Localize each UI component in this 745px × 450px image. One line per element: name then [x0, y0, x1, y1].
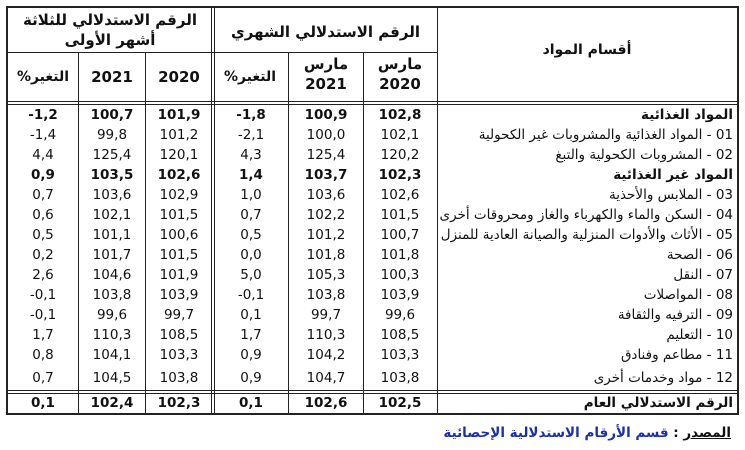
cell-q2020: 102,9 — [159, 187, 199, 203]
row-label: 08 - المواصلات — [643, 287, 733, 303]
cell-mch: 0,9 — [240, 370, 262, 386]
cell-m2020: 100,3 — [380, 267, 420, 283]
table-border-bottom — [6, 413, 739, 415]
total-m2020: 102,5 — [378, 395, 422, 411]
cell-m2021: 100,0 — [306, 127, 346, 143]
row-label: 12 - مواد وخدمات أخرى — [593, 370, 733, 386]
cell-m2020: 100,7 — [380, 227, 420, 243]
cell-qch: -0,1 — [29, 287, 57, 303]
cell-mch: 0,0 — [240, 247, 262, 263]
header-label-col: أقسام المواد — [542, 42, 632, 58]
row-label: 11 - مطاعم وفنادق — [620, 347, 733, 363]
header-q-2021: 2021 — [91, 68, 133, 86]
cell-mch: 1,7 — [240, 327, 262, 343]
cell-q2020: 100,6 — [159, 227, 199, 243]
cell-qch: 0,7 — [32, 187, 54, 203]
cell-q2020: 101,5 — [159, 247, 199, 263]
total-mch: 0,1 — [239, 395, 263, 411]
total-q2021: 102,4 — [90, 395, 134, 411]
cell-m2020: 101,5 — [380, 207, 420, 223]
cell-q2021: 125,4 — [92, 147, 132, 163]
cell-m2021: 104,2 — [306, 347, 346, 363]
header-q-change: التغير% — [16, 69, 70, 85]
cell-q2021: 104,5 — [92, 370, 132, 386]
cell-q2021: 110,3 — [92, 327, 132, 343]
total-qch: 0,1 — [31, 395, 55, 411]
row-label: 05 - الأثاث والأدوات المنزلية والصيانة العادية للمنزل — [440, 227, 733, 243]
header-monthly-2020: مارس 2020 — [377, 55, 423, 93]
cell-q2021: 103,8 — [92, 287, 132, 303]
cell-q2020: 99,7 — [163, 307, 195, 323]
row-label: 06 - الصحة — [666, 247, 733, 263]
cell-q2021: 103,6 — [92, 187, 132, 203]
col-divider — [145, 52, 146, 413]
cell-m2020: 103,8 — [380, 370, 420, 386]
row-label: المواد غير الغذائية — [613, 167, 733, 183]
cell-mch: 0,7 — [240, 207, 262, 223]
cell-m2020: 108,5 — [380, 327, 420, 343]
cell-m2021: 103,6 — [306, 187, 346, 203]
cell-m2020: 99,6 — [384, 307, 416, 323]
col-divider — [214, 6, 215, 415]
cell-m2020: 102,3 — [378, 167, 422, 183]
cell-q2021: 101,7 — [92, 247, 132, 263]
cell-q2021: 104,1 — [92, 347, 132, 363]
cell-q2020: 103,8 — [159, 370, 199, 386]
row-label: المواد الغذائية — [641, 107, 733, 123]
row-label: 09 - الترفيه والثقافة — [617, 307, 733, 323]
total-m2021: 102,6 — [304, 395, 348, 411]
cell-q2021: 104,6 — [92, 267, 132, 283]
row-label: 10 - التعليم — [666, 327, 733, 343]
cell-qch: 0,8 — [32, 347, 54, 363]
total-q2020: 102,3 — [157, 395, 201, 411]
cell-m2021: 110,3 — [306, 327, 346, 343]
cell-qch: -0,1 — [29, 307, 57, 323]
cell-qch: -1,2 — [28, 107, 58, 123]
header-group-divider — [6, 52, 437, 53]
col-divider — [211, 6, 212, 415]
row-label: 03 - الملابس والأحذية — [608, 187, 733, 203]
cell-qch: 2,6 — [32, 267, 54, 283]
header-monthly-change: التغير% — [223, 69, 277, 85]
header-group-monthly: الرقم الاستدلالي الشهري — [231, 23, 420, 41]
cell-q2020: 103,9 — [159, 287, 199, 303]
cell-mch: -0,1 — [237, 287, 265, 303]
row-label: 04 - السكن والماء والكهرباء والغاز ومحروقات أخرى — [439, 207, 733, 223]
header-monthly-2021: مارس 2021 — [303, 55, 349, 93]
cell-mch: 4,3 — [240, 147, 262, 163]
cell-m2021: 105,3 — [306, 267, 346, 283]
col-divider — [363, 52, 364, 413]
source-sep: : — [668, 425, 684, 441]
cell-m2021: 101,8 — [306, 247, 346, 263]
cell-q2020: 103,3 — [159, 347, 199, 363]
table-border-right — [737, 6, 739, 415]
cell-m2021: 100,9 — [304, 107, 348, 123]
cell-m2020: 103,3 — [380, 347, 420, 363]
cell-q2021: 101,1 — [92, 227, 132, 243]
cell-m2020: 101,8 — [380, 247, 420, 263]
cell-q2021: 99,6 — [96, 307, 128, 323]
cell-mch: -1,8 — [236, 107, 266, 123]
cell-m2020: 102,1 — [380, 127, 420, 143]
cell-m2021: 99,7 — [310, 307, 342, 323]
cell-q2021: 102,1 — [92, 207, 132, 223]
row-label: 07 - النقل — [673, 267, 733, 283]
cell-qch: -1,4 — [29, 127, 57, 143]
cell-qch: 1,7 — [32, 327, 54, 343]
source-note — [443, 425, 731, 441]
cell-q2021: 103,5 — [90, 167, 134, 183]
cell-m2021: 103,8 — [306, 287, 346, 303]
table-border-left — [6, 6, 8, 415]
total-top-line-2 — [6, 393, 739, 394]
cell-q2020: 102,6 — [157, 167, 201, 183]
cell-m2021: 125,4 — [306, 147, 346, 163]
total-top-line — [6, 390, 739, 391]
table-border-top — [6, 6, 739, 8]
cell-q2020: 101,9 — [159, 267, 199, 283]
cell-m2021: 104,7 — [306, 370, 346, 386]
row-label: 01 - المواد الغذائية والمشروبات غير الكحولية — [478, 127, 733, 143]
col-divider — [437, 6, 438, 415]
cell-m2020: 120,2 — [380, 147, 420, 163]
col-divider — [288, 52, 289, 413]
cpi-table — [6, 6, 739, 415]
cell-m2021: 101,2 — [306, 227, 346, 243]
cell-mch: 0,1 — [240, 307, 262, 323]
source-key: المصدر — [683, 425, 731, 441]
cell-m2021: 102,2 — [306, 207, 346, 223]
cell-m2021: 103,7 — [304, 167, 348, 183]
cell-mch: 5,0 — [240, 267, 262, 283]
cell-m2020: 102,6 — [380, 187, 420, 203]
cell-q2021: 99,8 — [96, 127, 128, 143]
cell-qch: 0,7 — [32, 370, 54, 386]
cell-qch: 0,2 — [32, 247, 54, 263]
cell-q2020: 101,9 — [157, 107, 201, 123]
total-label: الرقم الاستدلالي العام — [583, 395, 733, 411]
header-bottom-line-2 — [6, 104, 739, 105]
cell-q2020: 108,5 — [159, 327, 199, 343]
cell-q2021: 100,7 — [90, 107, 134, 123]
cell-mch: 0,9 — [240, 347, 262, 363]
row-label: 02 - المشروبات الكحولية والتبغ — [555, 147, 733, 163]
cell-q2020: 101,2 — [159, 127, 199, 143]
cell-m2020: 102,8 — [378, 107, 422, 123]
cell-mch: 1,4 — [239, 167, 263, 183]
cell-qch: 0,5 — [32, 227, 54, 243]
cell-qch: 0,9 — [31, 167, 55, 183]
cell-m2020: 103,9 — [380, 287, 420, 303]
header-group-quarterly: الرقم الاستدلالي للثلاثة أشهر الأولى — [23, 11, 197, 49]
cell-qch: 4,4 — [32, 147, 54, 163]
cell-mch: 0,5 — [240, 227, 262, 243]
cell-mch: 1,0 — [240, 187, 262, 203]
cell-q2020: 120,1 — [159, 147, 199, 163]
header-q-2020: 2020 — [158, 68, 200, 86]
cell-qch: 0,6 — [32, 207, 54, 223]
cell-q2020: 101,5 — [159, 207, 199, 223]
header-bottom-line — [6, 101, 739, 102]
source-value: قسم الأرقام الاستدلالية الإحصائية — [443, 425, 669, 441]
col-divider — [78, 52, 79, 413]
cell-mch: -2,1 — [237, 127, 265, 143]
